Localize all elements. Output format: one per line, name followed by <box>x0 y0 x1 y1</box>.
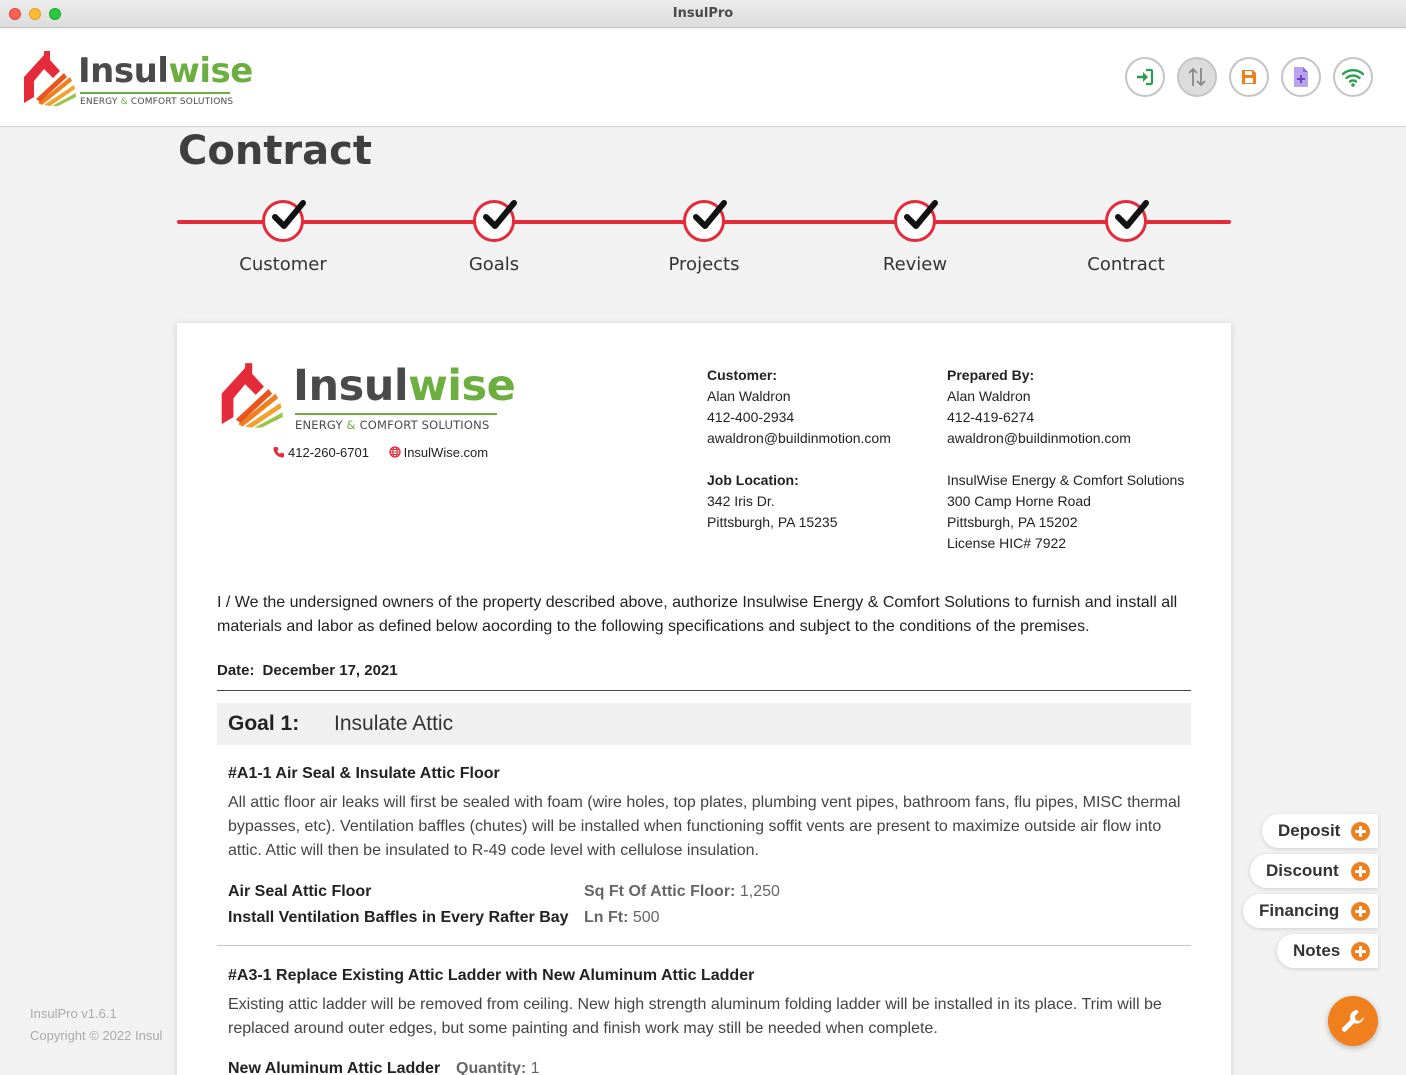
discount-label: Discount <box>1266 861 1339 880</box>
project-title: #A3-1 Replace Existing Attic Ladder with New Aluminum Attic Ladder <box>228 967 755 984</box>
discount-button[interactable] <box>1250 854 1378 888</box>
prepared-by-label: Prepared By: <box>947 367 1035 383</box>
step-review[interactable] <box>835 200 995 275</box>
company-city: Pittsburgh, PA 15202 <box>947 514 1078 530</box>
project-item-measure: Quantity: 1 <box>456 1060 540 1075</box>
company-name: InsulWise Energy & Comfort Solutions <box>947 472 1185 488</box>
sign-in-icon <box>1135 67 1155 87</box>
plus-icon <box>1351 942 1370 961</box>
deposit-button[interactable] <box>1262 814 1378 848</box>
plus-icon <box>1351 862 1370 881</box>
step-complete-icon <box>1105 200 1147 242</box>
company-website-link[interactable]: InsulWise.com <box>403 445 489 460</box>
step-label: Review <box>882 254 948 275</box>
goal-header <box>217 703 1191 745</box>
project-item-measure: Ln Ft: 500 <box>584 909 660 926</box>
new-document-button[interactable] <box>1281 57 1321 97</box>
prepared-by-email: awaldron@buildinmotion.com <box>947 430 1131 446</box>
step-label: Customer <box>239 254 327 275</box>
app-header <box>0 29 1406 127</box>
step-label: Goals <box>468 254 520 275</box>
step-projects[interactable] <box>624 200 784 275</box>
step-complete-icon <box>894 200 936 242</box>
date-value: December 17, 2021 <box>262 662 398 679</box>
step-label: Projects <box>668 254 740 275</box>
sort-icon <box>1187 66 1207 88</box>
company-license: License HIC# 7922 <box>947 535 1067 551</box>
notes-label: Notes <box>1293 941 1341 960</box>
financing-label: Financing <box>1259 901 1340 920</box>
app-copyright: Copyright © 2022 Insul <box>30 1028 163 1043</box>
app-version: InsulPro v1.6.1 <box>30 1006 117 1021</box>
goal-name: Insulate Attic <box>334 712 454 735</box>
prepared-by-phone: 412-419-6274 <box>947 409 1035 425</box>
customer-name: Alan Waldron <box>707 388 791 404</box>
deposit-label: Deposit <box>1278 821 1341 840</box>
globe-icon <box>389 446 401 461</box>
save-button[interactable] <box>1229 57 1269 97</box>
wrench-icon <box>1340 1008 1366 1034</box>
header-logo[interactable] <box>20 47 253 111</box>
sign-in-button[interactable] <box>1125 57 1165 97</box>
project-item-name: Air Seal Attic Floor <box>228 883 372 900</box>
document-logo <box>217 361 516 433</box>
sort-button[interactable] <box>1177 57 1217 97</box>
job-location-city: Pittsburgh, PA 15235 <box>707 514 838 530</box>
page-title: Contract <box>178 128 372 174</box>
project-description: All attic floor air leaks will first be sealed with foam (wire holes, top plates, plumbing vent pipes, bathroom fans, flu pipes, MISC thermal bypasses, etc). Ventilation baffles (chutes) will be installed when functioning soffit vents are present to maximize outside air flow into attic. Attic will then be insulated to R-49 code level with cellulose insulation. <box>228 794 1181 859</box>
logo-tagline: ENERGY & COMFORT SOLUTIONS <box>295 418 490 432</box>
step-complete-icon <box>262 200 304 242</box>
logo-tagline: ENERGY & COMFORT SOLUTIONS <box>80 97 234 107</box>
prepared-by-name: Alan Waldron <box>947 388 1031 404</box>
phone-icon <box>273 446 285 461</box>
customer-info <box>707 365 891 533</box>
step-goals[interactable] <box>414 200 574 275</box>
wifi-icon <box>1341 67 1365 87</box>
project-item <box>228 1060 440 1075</box>
logo-rule <box>80 92 230 94</box>
contract-date <box>217 662 398 679</box>
customer-phone: 412-400-2934 <box>707 409 795 425</box>
window-titlebar <box>0 0 1406 28</box>
tools-button[interactable] <box>1328 996 1378 1046</box>
plus-icon <box>1351 822 1370 841</box>
goal-label: Goal 1: <box>228 712 300 735</box>
divider <box>217 945 1191 946</box>
logo-wordmark: Insulwise <box>78 51 253 91</box>
company-street: 300 Camp Horne Road <box>947 493 1091 509</box>
company-contact <box>273 445 488 461</box>
divider <box>217 690 1191 691</box>
project-item-name: New Aluminum Attic Ladder <box>228 1060 441 1075</box>
date-label: Date: <box>217 662 255 679</box>
company-phone[interactable]: 412-260-6701 <box>288 445 369 460</box>
step-complete-icon <box>683 200 725 242</box>
new-document-icon <box>1292 66 1310 88</box>
step-complete-icon <box>473 200 515 242</box>
financing-button[interactable] <box>1243 894 1378 928</box>
logo-rule <box>295 413 497 415</box>
step-label: Contract <box>1087 254 1165 275</box>
logo-wordmark: Insulwise <box>293 361 516 411</box>
project-description: Existing attic ladder will be removed from ceiling. New high strength aluminum folding ladder will be installed in its place. Trim will be replaced around outer edges, but some painting and finish work may still be needed when complete. <box>228 996 1162 1037</box>
notes-button[interactable] <box>1277 934 1378 968</box>
customer-label: Customer: <box>707 367 778 383</box>
connection-status-button[interactable] <box>1333 57 1373 97</box>
project-item <box>228 883 371 901</box>
step-customer[interactable] <box>203 200 363 275</box>
insulwise-logo-icon <box>217 363 285 429</box>
project-title: #A1-1 Air Seal & Insulate Attic Floor <box>228 765 500 782</box>
job-location-label: Job Location: <box>707 472 799 488</box>
authorization-text: I / We the undersigned owners of the property described above, authorize Insulwise Energy & Comfort Solutions to furnish and install all materials and labor as defined below aocording to the following specifications and subject to the conditions of the premises. <box>217 594 1178 635</box>
insulwise-logo-icon <box>20 51 78 107</box>
save-icon <box>1240 68 1258 86</box>
project-item <box>228 909 569 927</box>
project-item-name: Install Ventilation Baffles in Every Rafter Bay <box>228 909 569 926</box>
job-location-street: 342 Iris Dr. <box>707 493 775 509</box>
plus-icon <box>1351 902 1370 921</box>
contract-document <box>177 323 1231 1075</box>
project-item-measure: Sq Ft Of Attic Floor: 1,250 <box>584 883 780 900</box>
customer-email: awaldron@buildinmotion.com <box>707 430 891 446</box>
window-title: InsulPro <box>672 6 734 21</box>
prepared-by-info <box>947 365 1184 554</box>
step-contract[interactable] <box>1046 200 1206 275</box>
